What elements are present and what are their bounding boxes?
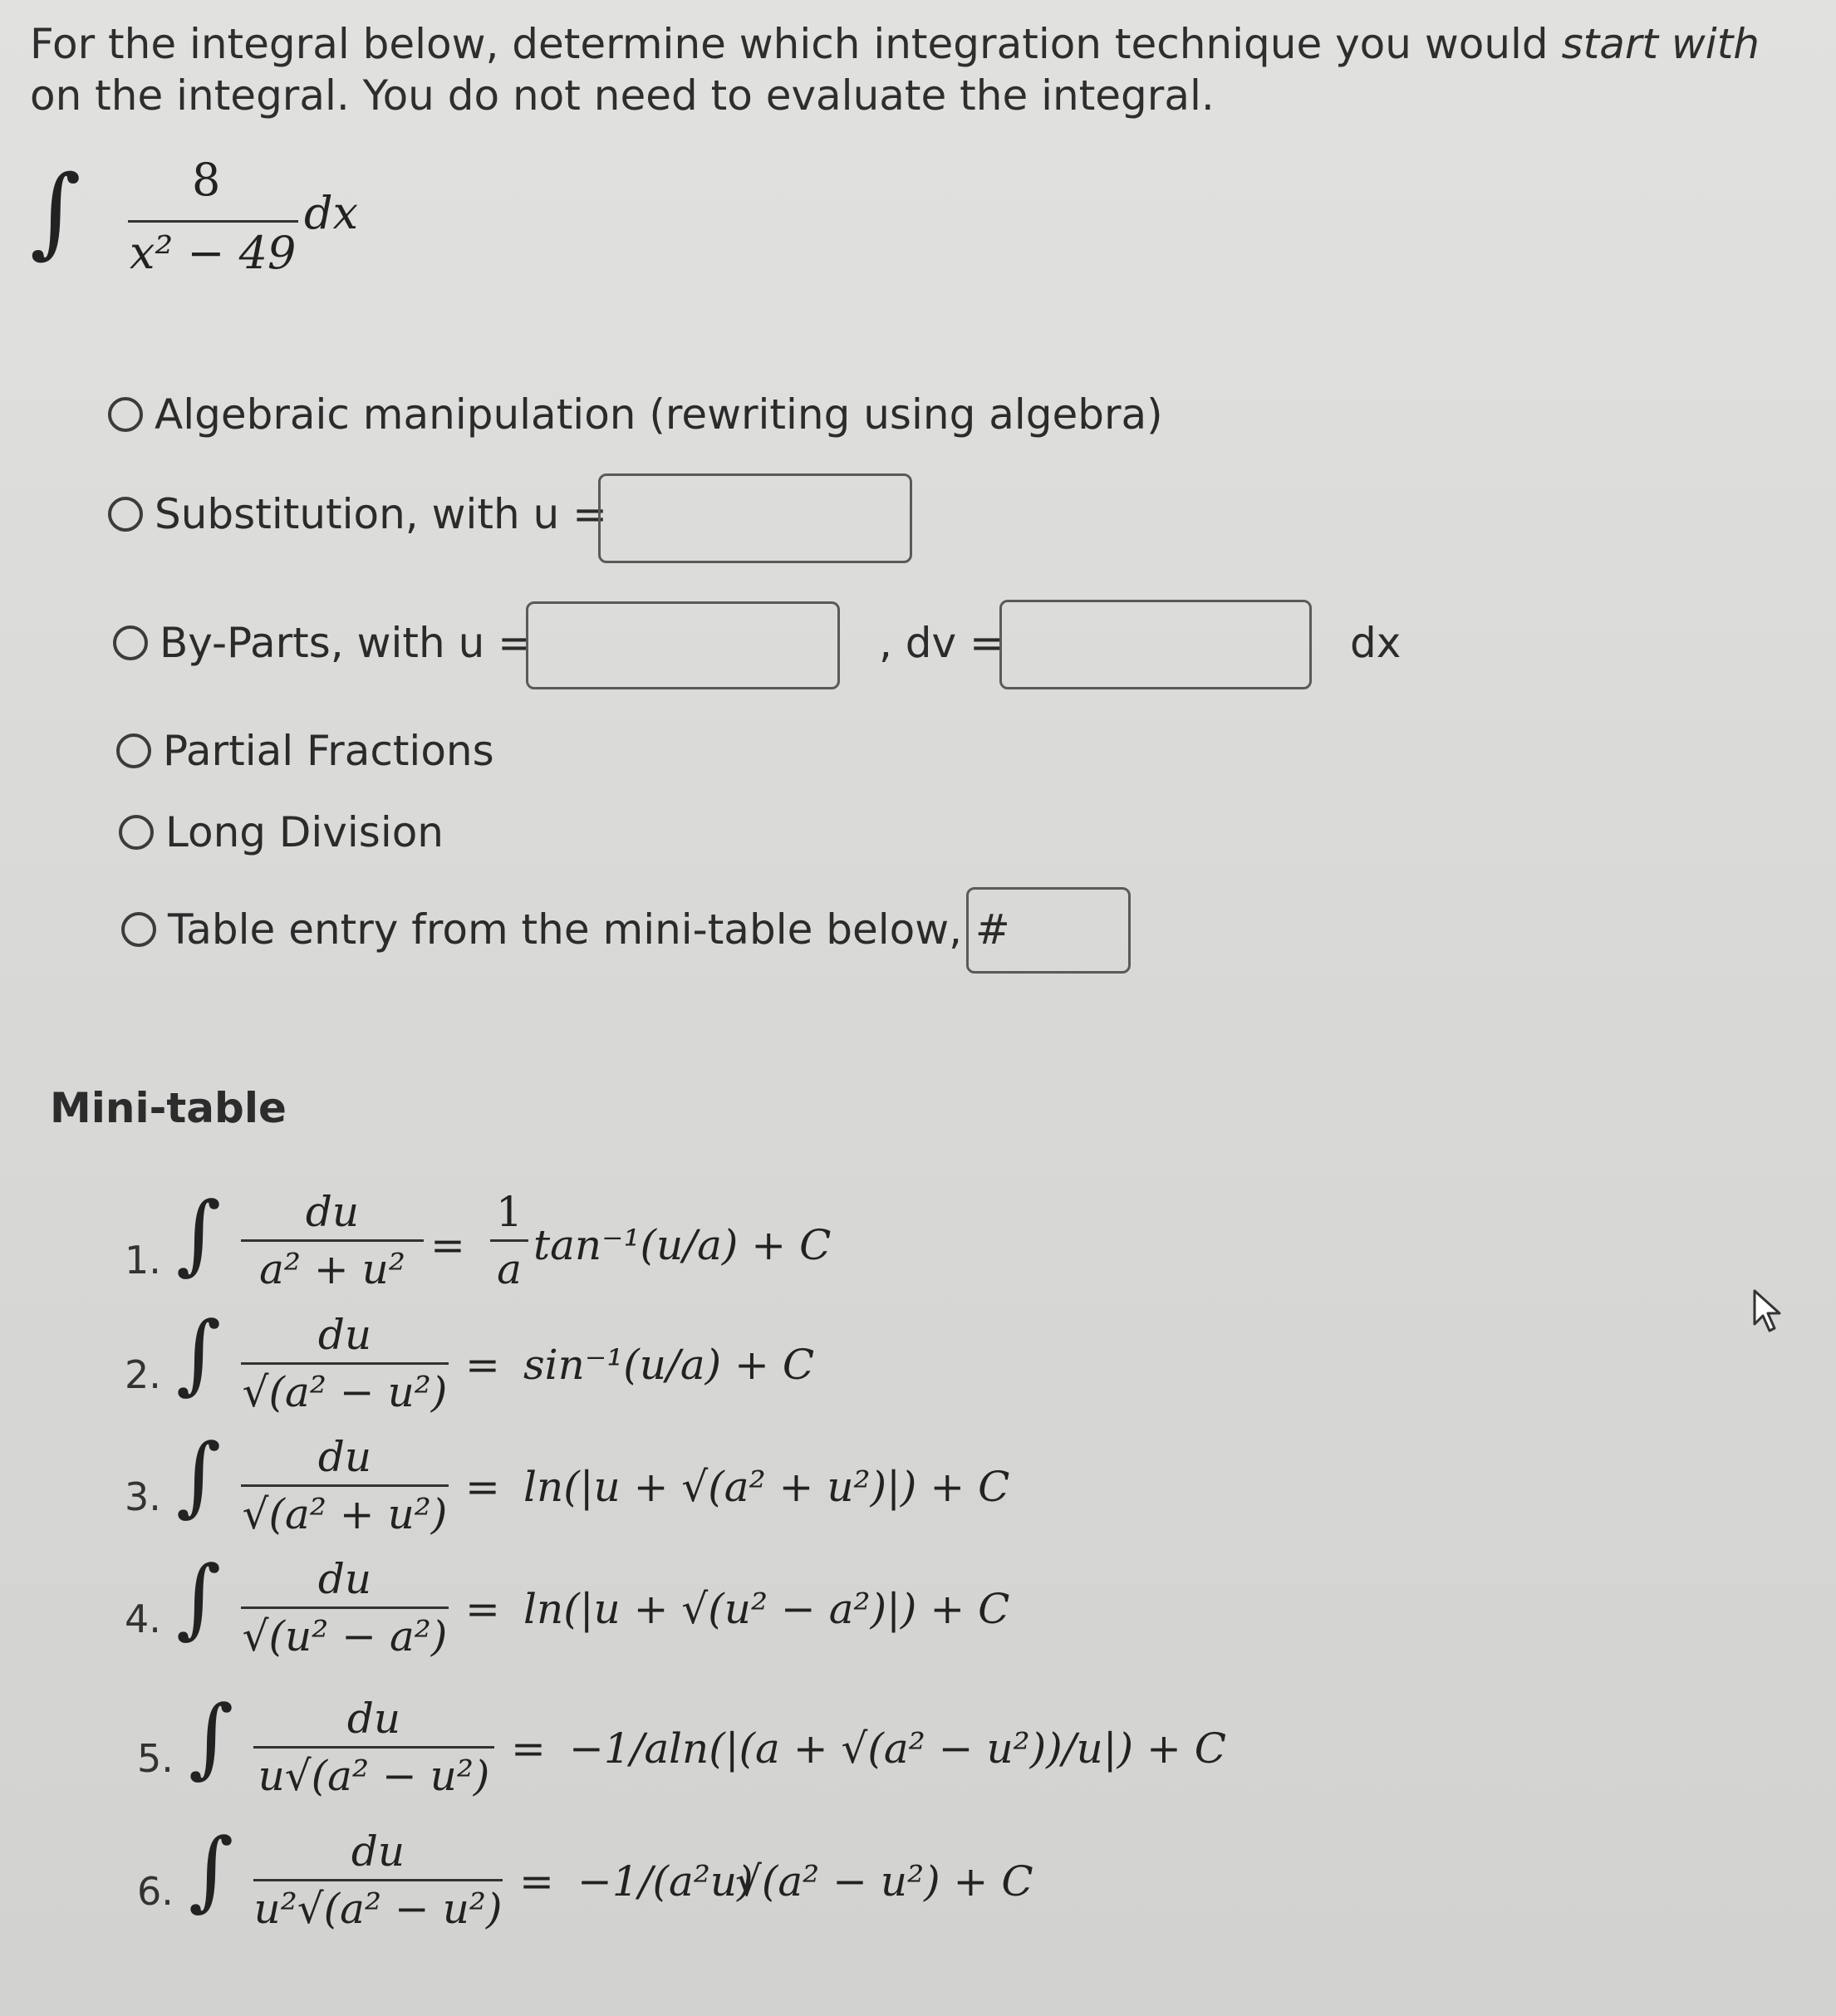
option-algebraic-label: Algebraic manipulation (rewriting using algebra) bbox=[155, 390, 1163, 439]
table-row: 1. ∫ du a² + u² = 1 a tan⁻¹(u/a) + C bbox=[125, 1183, 832, 1293]
option-substitution[interactable] bbox=[108, 490, 607, 538]
mouse-cursor-icon bbox=[1751, 1288, 1784, 1334]
radio-substitution[interactable] bbox=[108, 497, 143, 532]
table-row: 2. ∫ du √(a² − u²) = sin⁻¹(u/a) + C bbox=[125, 1302, 815, 1416]
integrand: du a² + u² bbox=[241, 1188, 424, 1293]
integral-sign: ∫ bbox=[176, 1183, 222, 1284]
integrand: du √(a² + u²) bbox=[242, 1433, 448, 1538]
option-partial-fractions[interactable] bbox=[116, 727, 494, 775]
result-equals: = bbox=[465, 1341, 500, 1389]
integral-sign: ∫ bbox=[30, 154, 81, 268]
radio-table-entry[interactable] bbox=[121, 912, 156, 947]
integrand: du u√(a² − u²) bbox=[253, 1695, 494, 1800]
integral-sign: ∫ bbox=[176, 1302, 222, 1404]
option-algebraic[interactable] bbox=[108, 390, 1163, 439]
byparts-dx-label: dx bbox=[1350, 619, 1402, 667]
option-byparts-label: By-Parts, with u = bbox=[160, 619, 533, 667]
result: tan⁻¹(u/a) + C bbox=[533, 1221, 832, 1269]
option-byparts[interactable] bbox=[113, 619, 533, 667]
integral-sign: ∫ bbox=[189, 1819, 234, 1920]
option-longdiv-label: Long Division bbox=[165, 808, 444, 856]
integral-sign: ∫ bbox=[176, 1547, 222, 1648]
integral-differential: dx bbox=[304, 187, 359, 239]
table-entry-input[interactable] bbox=[966, 887, 1131, 974]
option-table-label: Table entry from the mini-table below, # bbox=[168, 905, 1010, 954]
integral-denominator: x² − 49 bbox=[130, 227, 297, 279]
result: sin⁻¹(u/a) + C bbox=[523, 1341, 815, 1389]
option-substitution-label: Substitution, with u = bbox=[155, 490, 608, 538]
table-row: 4. ∫ du √(u² − a²) = ln(|u + √(u² − a²)|) + C bbox=[125, 1547, 1010, 1660]
result: ln(|u + √(u² − a²)|) + C bbox=[523, 1585, 1010, 1633]
integral-sign: ∫ bbox=[189, 1686, 234, 1788]
result: √(a² − u²) + C bbox=[735, 1857, 1033, 1906]
byparts-dv-input[interactable] bbox=[999, 600, 1312, 689]
table-row: 6. ∫ du u²√(a² − u²) = −1/(a²u) √(a² − u²) + C bbox=[137, 1819, 1033, 1933]
table-row: 5. ∫ du u√(a² − u²) = −1/a ln(|(a + √(a² − u²))/u|) + C bbox=[137, 1686, 1227, 1800]
integral-numerator: 8 bbox=[192, 154, 221, 206]
mini-table-title: Mini-table bbox=[50, 1084, 287, 1132]
integrand: du √(a² − u²) bbox=[242, 1311, 448, 1416]
byparts-dv-label: , dv = bbox=[879, 619, 1004, 667]
substitution-u-input[interactable] bbox=[598, 473, 912, 563]
radio-long-division[interactable] bbox=[119, 815, 154, 850]
question-prompt: For the integral below, determine which integration technique you would start with on the integral. You do not need to evaluate the integral. bbox=[30, 20, 1760, 120]
result-coefficient: −1/a bbox=[569, 1724, 670, 1773]
radio-algebraic[interactable] bbox=[108, 397, 143, 432]
option-table-entry[interactable] bbox=[121, 905, 1010, 954]
fraction-bar bbox=[128, 220, 298, 223]
radio-byparts[interactable] bbox=[113, 625, 148, 660]
integrand: du u²√(a² − u²) bbox=[253, 1827, 503, 1933]
table-row: 3. ∫ du √(a² + u²) = ln(|u + √(a² + u²)|) + C bbox=[125, 1425, 1010, 1538]
radio-partial-fractions[interactable] bbox=[116, 733, 151, 768]
option-partial-label: Partial Fractions bbox=[163, 727, 494, 775]
integrand: du √(u² − a²) bbox=[242, 1555, 448, 1660]
integral-sign: ∫ bbox=[176, 1425, 222, 1526]
byparts-u-input[interactable] bbox=[526, 601, 840, 689]
result: ln(|(a + √(a² − u²))/u|) + C bbox=[669, 1724, 1227, 1773]
result: ln(|u + √(a² + u²)|) + C bbox=[523, 1463, 1010, 1511]
prompt-emphasis: start with bbox=[1561, 20, 1760, 68]
result-coefficient: −1/(a²u) bbox=[577, 1857, 754, 1906]
option-long-division[interactable] bbox=[119, 808, 444, 856]
